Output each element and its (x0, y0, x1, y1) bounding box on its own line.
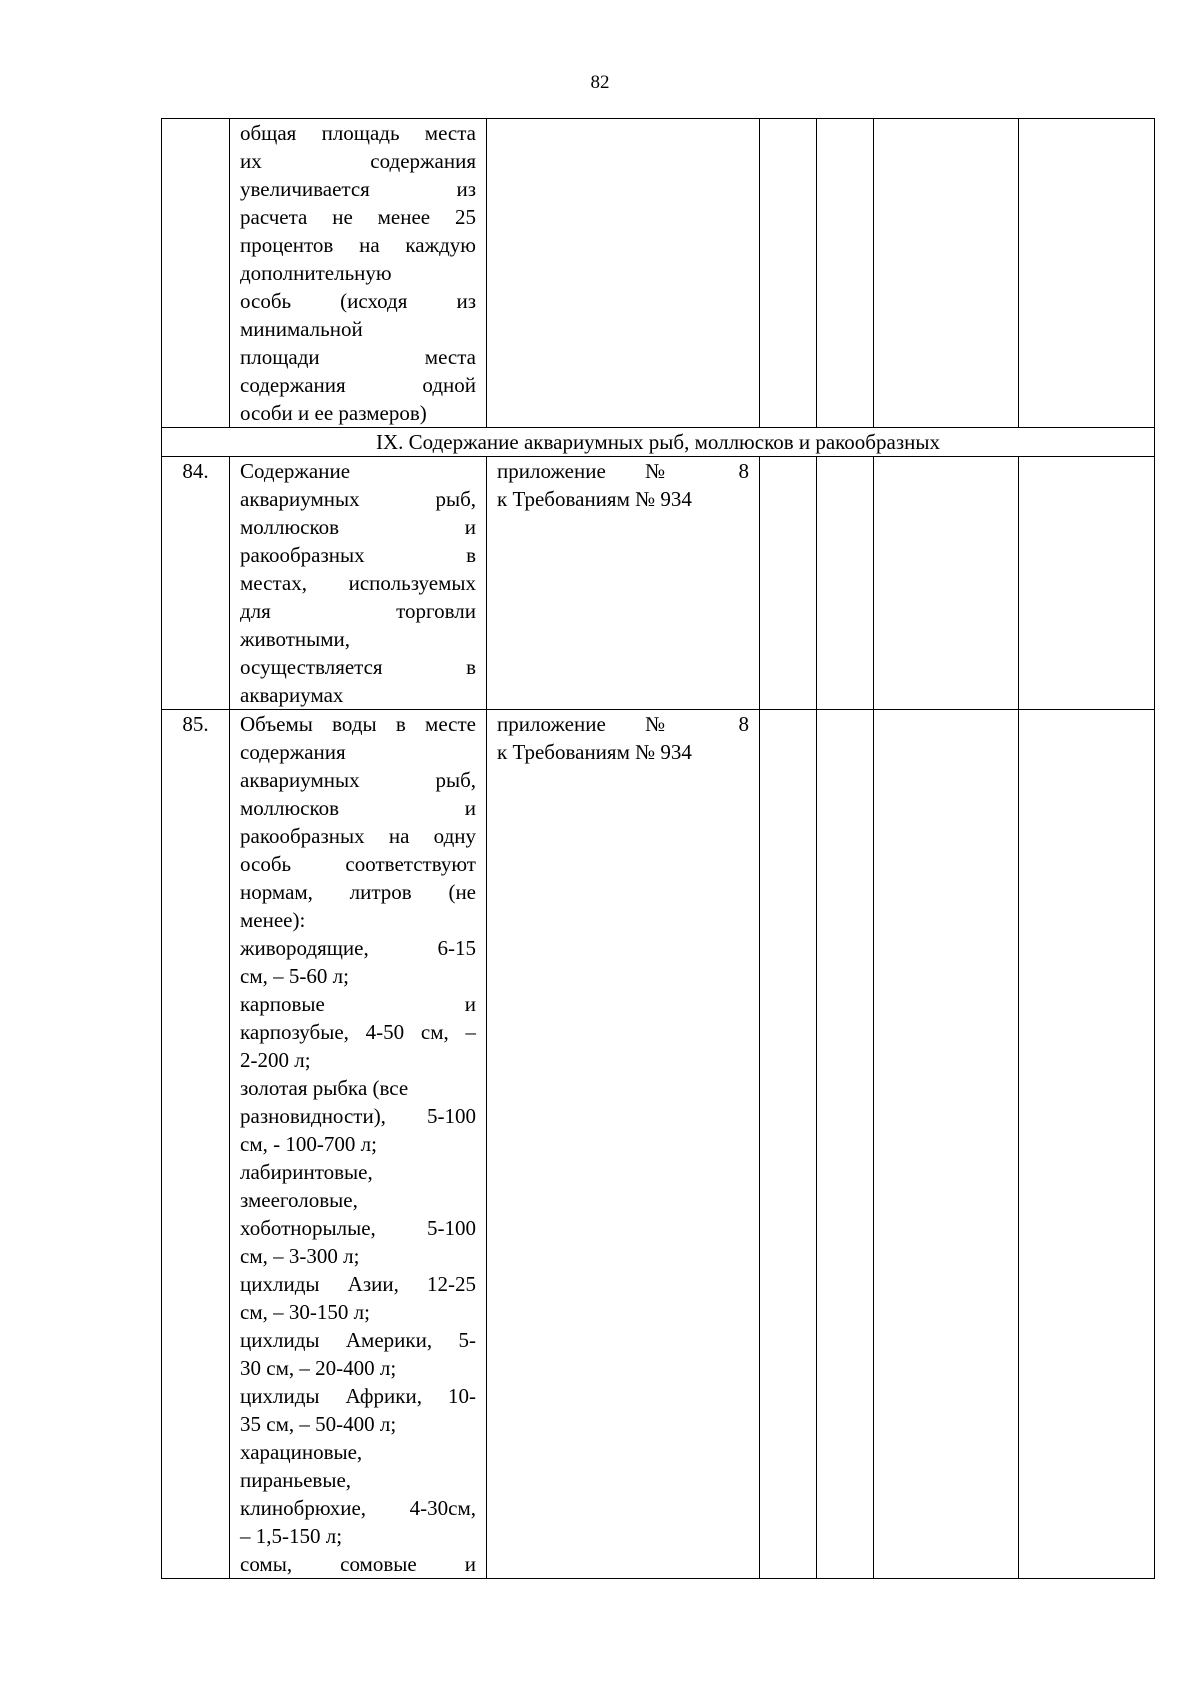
text-line: моллюсков и (240, 796, 476, 820)
text-line: приложение № 8 (497, 459, 749, 483)
cell-number (162, 119, 230, 428)
text-line: содержания одной (240, 373, 476, 397)
text-line: их содержания (240, 149, 476, 173)
cell-empty (817, 119, 874, 428)
cell-requirement (230, 710, 487, 1579)
text-line: ракообразных в (240, 543, 476, 567)
text-line: дополнительную (240, 261, 392, 285)
text-line: сомы, сомовые и (240, 1552, 476, 1576)
text-line: общая площадь места (240, 121, 476, 145)
text-line: – 1,5-150 л; (240, 1524, 343, 1548)
text-line: ракообразных на одну (240, 824, 476, 848)
text-line: карповые и (240, 992, 476, 1016)
cell-empty (760, 119, 817, 428)
text-line: см, – 5-60 л; (240, 964, 349, 988)
text-line: см, – 3-300 л; (240, 1244, 360, 1268)
table-row (162, 710, 1155, 1579)
text-line: приложение № 8 (497, 712, 749, 736)
text-line: особь соответствуют (240, 852, 476, 876)
text-line: увеличивается из (240, 177, 476, 201)
cell-empty (817, 710, 874, 1579)
text-line: животными, (240, 627, 351, 651)
text-line: хоботнорылые, 5-100 (240, 1216, 476, 1240)
cell-empty (874, 457, 1019, 710)
text-line: пираньевые, (240, 1468, 352, 1492)
text-line: разновидности), 5-100 (240, 1104, 476, 1128)
table-row (162, 457, 1155, 710)
text-line: живородящие, 6-15 (240, 936, 476, 960)
cell-empty (1019, 457, 1155, 710)
text-line: к Требованиям № 934 (497, 740, 692, 764)
text-line: см, - 100-700 л; (240, 1132, 377, 1156)
text-line: процентов на каждую (240, 233, 476, 257)
page-number: 82 (590, 72, 610, 93)
text-line: аквариумных рыб, (240, 487, 476, 511)
text-line: карпозубые, 4-50 см, – (240, 1020, 476, 1044)
text-line: клинобрюхие, 4-30см, (240, 1496, 476, 1520)
text-line: особи и ее размеров) (240, 401, 427, 425)
cell-empty (760, 710, 817, 1579)
cell-number: 84. (162, 457, 230, 710)
text-line: Объемы воды в месте (240, 712, 476, 736)
cell-empty (874, 710, 1019, 1579)
text-line: площади места (240, 345, 476, 369)
text-line: 2-200 л; (240, 1048, 311, 1072)
text-line: нормам, литров (не (240, 880, 476, 904)
text-line: 30 см, – 20-400 л; (240, 1356, 397, 1380)
text-line: лабиринтовые, (240, 1160, 373, 1184)
cell-requirement (230, 119, 487, 428)
text-line: Содержание (240, 459, 351, 483)
text-line: к Требованиям № 934 (497, 487, 692, 511)
text-line: цихлиды Америки, 5- (240, 1328, 476, 1352)
cell-reference (487, 710, 760, 1579)
text-line: местах, используемых (240, 571, 476, 595)
text-line: змееголовые, (240, 1188, 358, 1212)
cell-requirement (230, 457, 487, 710)
text-line: для торговли (240, 599, 476, 623)
cell-empty (1019, 710, 1155, 1579)
cell-empty (817, 457, 874, 710)
text-line: моллюсков и (240, 515, 476, 539)
text-line: аквариумах (240, 683, 344, 707)
text-line: цихлиды Африки, 10- (240, 1384, 476, 1408)
cell-reference (487, 119, 760, 428)
cell-number: 85. (162, 710, 230, 1579)
text-line: осуществляется в (240, 655, 476, 679)
text-line: содержания (240, 740, 346, 764)
text-line: менее): (240, 908, 306, 932)
section-heading-row (162, 428, 1155, 457)
text-line: особь (исходя из (240, 289, 476, 313)
text-line: расчета не менее 25 (240, 205, 476, 229)
text-line: минимальной (240, 317, 363, 341)
text-line: аквариумных рыб, (240, 768, 476, 792)
cell-empty (1019, 119, 1155, 428)
text-line: см, – 30-150 л; (240, 1300, 370, 1324)
text-line: 35 см, – 50-400 л; (240, 1412, 397, 1436)
section-heading: IX. Содержание аквариумных рыб, моллюсков и ракообразных (162, 428, 1155, 457)
text-line: золотая рыбка (все (240, 1076, 409, 1100)
cell-reference (487, 457, 760, 710)
text-line: цихлиды Азии, 12-25 (240, 1272, 476, 1296)
checklist-table (161, 118, 1155, 1579)
cell-empty (760, 457, 817, 710)
text-line: харациновые, (240, 1440, 363, 1464)
cell-empty (874, 119, 1019, 428)
table-row-continuation (162, 119, 1155, 428)
